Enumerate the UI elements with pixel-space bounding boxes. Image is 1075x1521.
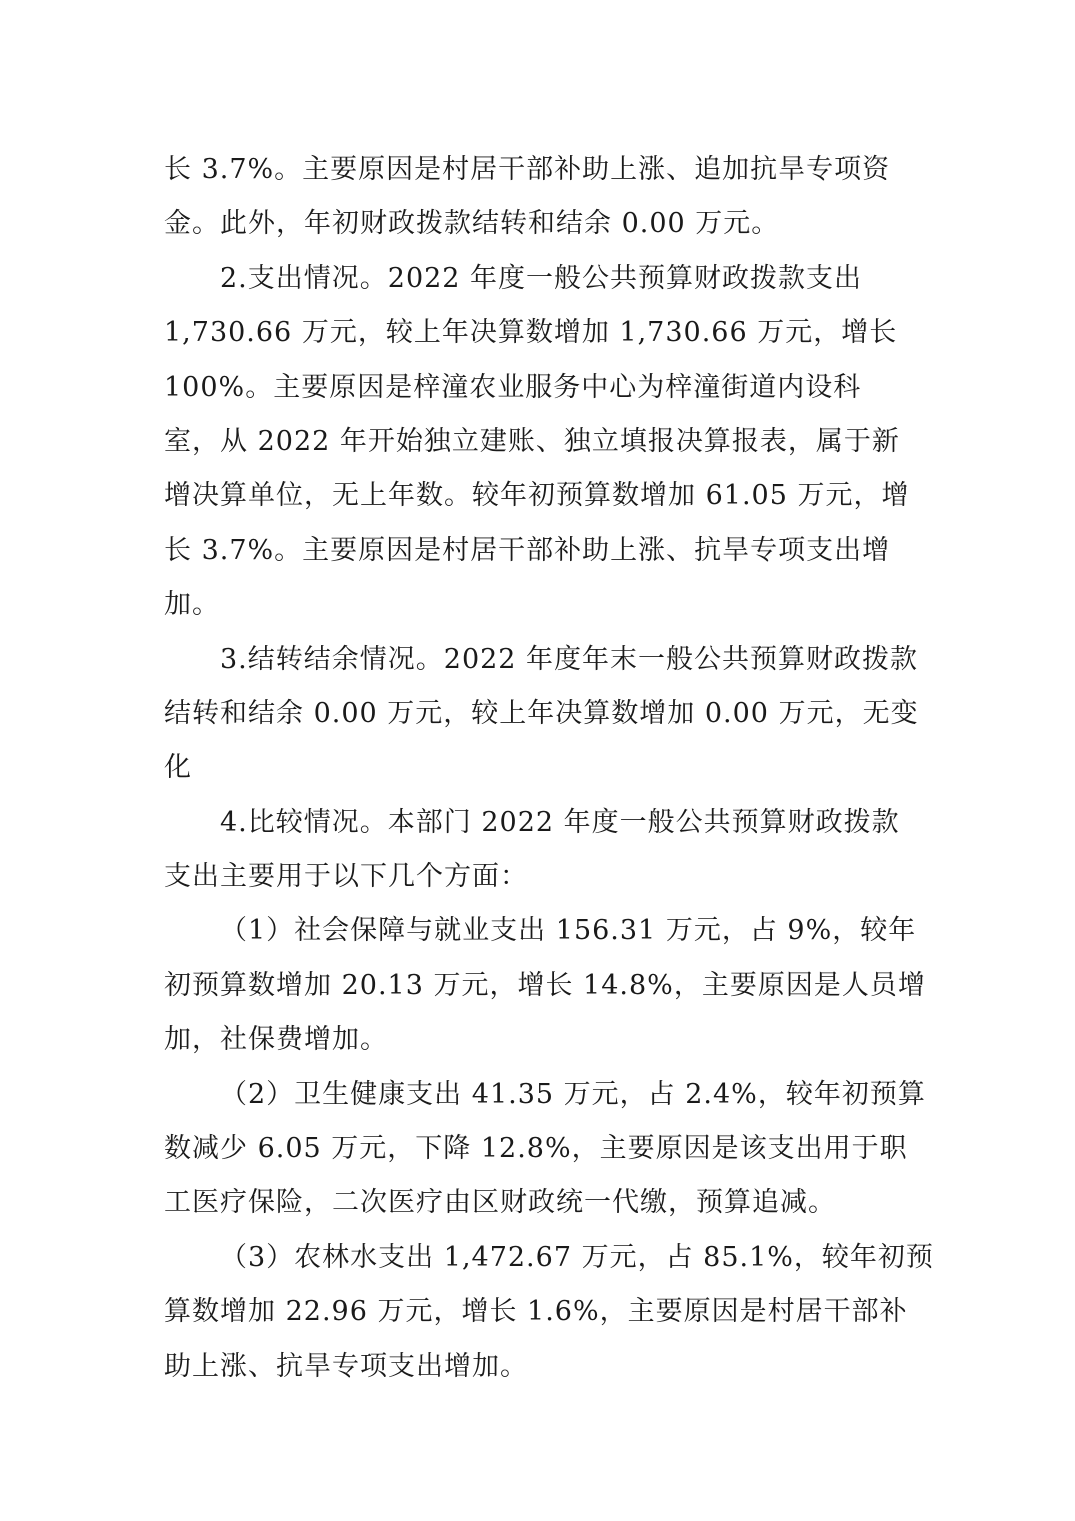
text-line: 工医疗保险，二次医疗由区财政统一代缴，预算追减。: [164, 1187, 836, 1219]
text-line: 加，社保费增加。: [164, 1024, 388, 1056]
text-line: 长 3.7%。主要原因是村居干部补助上涨、追加抗旱专项资: [164, 154, 891, 185]
text-line: 增决算单位，无上年数。较年初预算数增加 61.05 万元，增: [164, 480, 910, 512]
text-line: 金。此外，年初财政拨款结转和结余 0.00 万元。: [164, 208, 780, 240]
text-line: 初预算数增加 20.13 万元，增长 14.8%，主要原因是人员增: [164, 969, 926, 1001]
text-line: 2.支出情况。2022 年度一般公共预算财政拨款支出: [220, 262, 863, 294]
document-body: [164, 143, 934, 1394]
text-line: 结转和结余 0.00 万元，较上年决算数增加 0.00 万元，无变: [164, 697, 919, 729]
text-line: 数减少 6.05 万元，下降 12.8%，主要原因是该支出用于职: [164, 1133, 908, 1165]
text-line: 室，从 2022 年开始独立建账、独立填报决算报表，属于新: [164, 425, 900, 457]
text-line: （2）卫生健康支出 41.35 万元，占 2.4%，较年初预算: [220, 1078, 926, 1110]
text-line: 4.比较情况。本部门 2022 年度一般公共预算财政拨款: [220, 806, 900, 838]
text-line: 加。: [164, 589, 220, 621]
text-line: 长 3.7%。主要原因是村居干部补助上涨、抗旱专项支出增: [164, 534, 891, 566]
text-line: 助上涨、抗旱专项支出增加。: [164, 1350, 528, 1382]
text-line: 化: [164, 752, 192, 784]
text-line: 支出主要用于以下几个方面：: [164, 861, 528, 893]
text-line: （3）农林水支出 1,472.67 万元，占 85.1%，较年初预: [220, 1241, 934, 1273]
text-line: （1）社会保障与就业支出 156.31 万元，占 9%，较年: [220, 915, 917, 947]
text-line: 3.结转结余情况。2022 年度年末一般公共预算财政拨款: [220, 643, 919, 675]
text-line: 100%。主要原因是梓潼农业服务中心为梓潼街道内设科: [164, 371, 862, 403]
text-line: 1,730.66 万元，较上年决算数增加 1,730.66 万元，增长: [164, 317, 898, 349]
text-line: 算数增加 22.96 万元，增长 1.6%，主要原因是村居干部补: [164, 1296, 908, 1328]
